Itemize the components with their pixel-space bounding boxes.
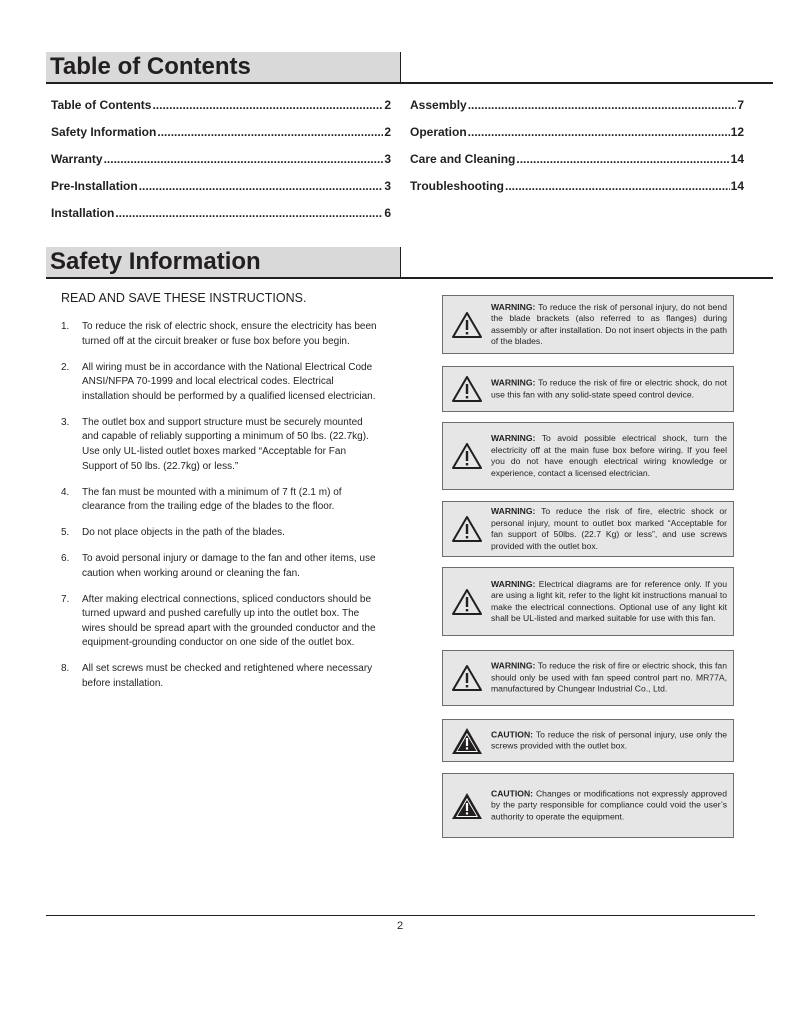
- toc-entry-page: 12: [730, 125, 744, 139]
- toc-entry-title: Care and Cleaning: [410, 152, 516, 166]
- list-item-text: The outlet box and support structure must be securely mounted and capable of reliably supporting a minimum of 50 lbs. (22.7kg). Use only UL-listed outlet boxes marked “Acceptable for Fan Support of 50 lbs. (22.7kg) or less.”: [82, 416, 369, 472]
- warning-body: To avoid possible electrical shock, turn the electricity off at the main fuse box before wiring. If you feel you do not have enough electrical wiring knowledge or experience, contact a licensed electrician.: [491, 432, 728, 478]
- warning-label: WARNING:: [491, 432, 536, 443]
- toc-entry-page: 14: [730, 179, 744, 193]
- list-item-text: Do not place objects in the path of the blades.: [82, 527, 285, 539]
- list-item-number: 1.: [61, 321, 70, 332]
- safety-header: [46, 247, 773, 279]
- warning-body: To reduce the risk of personal injury, use only the screws provided with the outlet box.: [491, 728, 727, 751]
- warning-outline-icon: [451, 375, 483, 403]
- warning-label: WARNING:: [491, 377, 536, 388]
- toc-entry[interactable]: [410, 152, 744, 179]
- warning-label: CAUTION:: [491, 788, 534, 799]
- toc-entry-title: Assembly: [410, 98, 467, 112]
- caution-filled-icon: [451, 792, 483, 820]
- toc-leader-dots: [152, 98, 383, 112]
- toc-entry[interactable]: [51, 179, 391, 206]
- safety-instructions-list: [61, 320, 381, 703]
- warning-text: [491, 661, 727, 696]
- toc-leader-dots: [104, 152, 384, 166]
- warning-text: [491, 301, 727, 347]
- list-item-text: To reduce the risk of electric shock, ensure the electricity has been turned off at the circuit breaker or fuse box before you begin.: [82, 321, 377, 347]
- list-item-number: 7.: [61, 593, 70, 605]
- warning-label: WARNING:: [491, 301, 536, 312]
- toc-leader-dots: [468, 98, 737, 112]
- warning-body: To reduce the risk of fire or electric shock, this fan should only be used with fan speed control part no. MR77A, manufactured by Chungear Industrial Co., Ltd.: [491, 660, 727, 694]
- toc-entry-page: 14: [730, 152, 744, 166]
- list-item-number: 4.: [61, 486, 70, 498]
- list-item: [61, 416, 381, 474]
- warning-label: WARNING:: [491, 505, 536, 516]
- warning-label: WARNING:: [491, 660, 536, 671]
- toc-header-bar: [46, 52, 401, 82]
- toc-leader-dots: [468, 125, 730, 139]
- warning-box: [442, 650, 734, 706]
- warning-box: [442, 567, 734, 636]
- warning-text: [491, 377, 727, 400]
- warning-outline-icon: [451, 515, 483, 543]
- toc-left-column: [51, 98, 391, 233]
- toc-entry[interactable]: [51, 125, 391, 152]
- warning-body: To reduce the risk of personal injury, do not bend the blade brackets (also referred to as flanges) during assembly or after installation. Do not insert objects in the path of the blades.: [491, 301, 727, 347]
- list-item: [61, 320, 381, 349]
- warning-text: [491, 433, 727, 479]
- warning-outline-icon: [451, 311, 483, 339]
- warning-box: [442, 295, 734, 354]
- toc-entry-title: Troubleshooting: [410, 179, 504, 193]
- toc-entry[interactable]: [410, 125, 744, 152]
- toc-entry[interactable]: [51, 152, 391, 179]
- warning-body: Electrical diagrams are for reference only. If you are using a light kit, refer to the light kit instructions manual to make the electrical connections. Optional use of any light kit shall be UL-listed and marked suitable for use with this fan.: [491, 578, 727, 624]
- toc-leader-dots: [139, 179, 384, 193]
- warning-outline-icon: [451, 588, 483, 616]
- toc-entry-page: 2: [384, 125, 391, 139]
- toc-leader-dots: [115, 206, 383, 220]
- caution-box: [442, 773, 734, 838]
- toc-entry[interactable]: [51, 206, 391, 233]
- list-item-text: All set screws must be checked and retightened where necessary before installation.: [82, 663, 373, 690]
- toc-entry[interactable]: [410, 98, 744, 125]
- list-item-number: 3.: [61, 416, 70, 428]
- toc-right-column: [410, 98, 744, 206]
- list-item: [61, 552, 381, 581]
- warning-label: CAUTION:: [491, 728, 534, 739]
- safety-header-bar: [46, 247, 401, 277]
- warning-body: To reduce the risk of fire or electric shock, do not use this fan with any solid-state speed control device.: [491, 377, 728, 399]
- list-item: [61, 526, 381, 541]
- warning-box: [442, 422, 734, 490]
- list-item: [61, 593, 381, 651]
- toc-entry-page: 3: [384, 179, 391, 193]
- read-save-notice: READ AND SAVE THESE INSTRUCTIONS.: [61, 291, 307, 305]
- warning-text: [491, 578, 727, 624]
- toc-entry-page: 2: [384, 98, 391, 112]
- toc-entry-title: Table of Contents: [51, 98, 152, 112]
- toc-entry-title: Warranty: [51, 152, 103, 166]
- toc-leader-dots: [505, 179, 730, 193]
- toc-entry-title: Safety Information: [51, 125, 157, 139]
- toc-entry-page: 6: [384, 206, 391, 220]
- warning-text: [491, 788, 727, 823]
- toc-header: [46, 52, 773, 84]
- warning-outline-icon: [451, 442, 483, 470]
- list-item-number: 2.: [61, 361, 70, 373]
- toc-entry-title: Pre-Installation: [51, 179, 138, 193]
- list-item-text: The fan must be mounted with a minimum of 7 ft (2.1 m) of clearance from the trailing edge of the blades to the floor.: [82, 486, 342, 513]
- warning-box: [442, 366, 734, 412]
- toc-entry-page: 7: [737, 98, 744, 112]
- warning-text: [491, 506, 727, 552]
- list-item-text: All wiring must be in accordance with the National Electrical Code ANSI/NFPA 70-1999 and local electrical codes. Electrical installation should be performed by a qualified licensed electrician.: [82, 361, 376, 402]
- list-item-number: 5.: [61, 527, 70, 539]
- toc-entry-title: Operation: [410, 125, 467, 139]
- caution-box: [442, 719, 734, 762]
- caution-filled-icon: [451, 727, 483, 755]
- toc-leader-dots: [516, 152, 729, 166]
- list-item: [61, 486, 381, 515]
- warning-box: [442, 501, 734, 557]
- toc-entry[interactable]: [51, 98, 391, 125]
- toc-entry-title: Installation: [51, 206, 115, 220]
- list-item-number: 8.: [61, 663, 70, 675]
- toc-entry[interactable]: [410, 179, 744, 206]
- list-item-text: To avoid personal injury or damage to the fan and other items, use caution when working around or cleaning the fan.: [82, 553, 376, 579]
- list-item-number: 6.: [61, 553, 70, 565]
- list-item-text: After making electrical connections, spliced conductors should be turned upward and pushed carefully up into the outlet box. The wires should be spread apart with the grounded conductor and the equipment-grounding conductor on one side of the outlet box.: [82, 593, 376, 649]
- list-item: [61, 361, 381, 405]
- list-item: [61, 662, 381, 691]
- warning-body: To reduce the risk of fire, electric shock or personal injury, mount to outlet box marked “Acceptable for fan support of 50lbs. (22.7 Kg) or less”, and use screws provided with the outlet box.: [491, 505, 727, 551]
- warning-body: Changes or modifications not expressly approved by the party responsible for compliance could void the user’s authority to operate the equipment.: [491, 788, 727, 822]
- footer-divider: [46, 915, 755, 916]
- page-number: 2: [396, 920, 404, 932]
- toc-entry-page: 3: [384, 152, 391, 166]
- warning-outline-icon: [451, 664, 483, 692]
- warning-label: WARNING:: [491, 578, 536, 589]
- warning-text: [491, 729, 727, 752]
- toc-heading: Table of Contents: [50, 53, 251, 80]
- safety-heading: Safety Information: [50, 248, 261, 275]
- toc-leader-dots: [157, 125, 383, 139]
